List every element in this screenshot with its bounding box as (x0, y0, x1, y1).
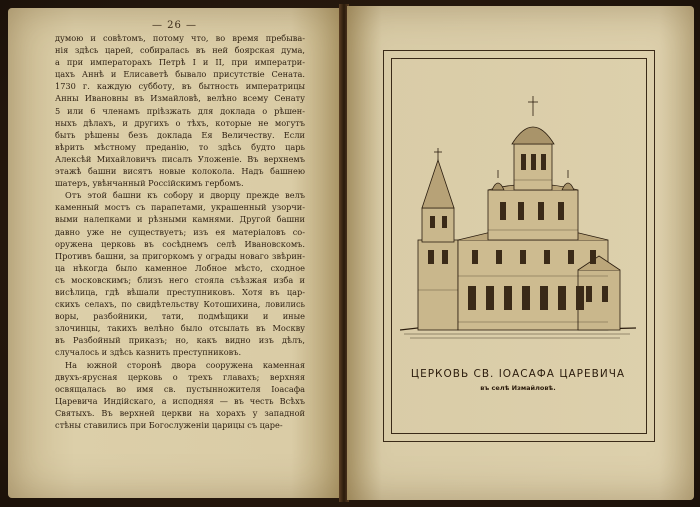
text-line: ныхъ дѣлахъ, и другихъ о тѣхъ, которые не могутъ (55, 117, 305, 128)
text-line: Отъ этой башни къ собору и дворцу прежде велъ (65, 190, 305, 201)
text-line: думою и совѣтомъ, потому что, во время пребыва- (55, 33, 305, 43)
page-number: — 26 — (151, 20, 198, 31)
text-line: каменный мостъ съ парапетами, украшенный узорчи- (55, 202, 305, 213)
text-line: оружена церковь въ сосѣднемъ селѣ Ивановскомъ. (55, 238, 305, 249)
body-text (55, 32, 305, 431)
text-line: Алексѣй Михайловичъ писалъ Уложеніе. Въ верхнемъ (55, 153, 305, 164)
text-line: быть рѣшены безъ доклада Ея Величеству. Если (55, 129, 305, 140)
text-line: злочинцы, такихъ велѣно было отсылать въ Москву (55, 323, 305, 334)
text-line: Противъ башни, за пригоркомъ у ограды новаго звѣрин- (55, 250, 305, 261)
text-line: вѣрить мѣстному преданію, то здѣсь будто царь (55, 141, 305, 152)
text-line: ца нѣкогда было каменное Лобное мѣсто, сходное (55, 262, 305, 273)
text-line: а при императорахъ Петрѣ I и II, при императри- (55, 57, 305, 68)
text-line: давно уже не существуетъ; изъ ея матеріаловъ со- (55, 226, 305, 237)
text-line: Анны Ивановны въ Измайловѣ, велѣно всему Сенату (55, 93, 305, 104)
text-line: висѣлица, гдѣ вѣшали преступниковъ. Хотя въ цар- (55, 286, 305, 297)
text-line: съ московскимъ; близъ него стояла съѣзжая изба и (55, 274, 305, 285)
church-engraving (400, 90, 636, 350)
text-line: скихъ селахъ, по свидѣтельству Котошихина, ловились (55, 299, 305, 310)
text-line: 1730 г. каждую субботу, въ бытность императрицы (55, 81, 305, 92)
text-line: двухъ-ярусная церковь о трехъ главахъ; верхняя (55, 371, 305, 382)
illustration-subcaption: въ селѣ Измайловѣ. (480, 384, 556, 392)
text-line: воры, разбойники, тати, подмѣщики и иные (55, 311, 305, 322)
text-line: стѣны ставились при Богослуженіи царицы съ царе- (55, 420, 283, 430)
text-line: Святыхъ. Въ верхней церкви на хорахъ у западной (55, 407, 305, 418)
illustration-caption: ЦЕРКОВЬ СВ. ІОАСАФА ЦАРЕВИЧА (410, 368, 626, 380)
text-line: шатеръ, увѣнчанный Россійскимъ гербомъ. (55, 178, 244, 189)
text-line: нія здѣсь царей, собиралась въ ней боярская дума, (55, 45, 305, 56)
text-line: 5 или 6 членамъ пріѣзжать для доклада о рѣшен- (55, 105, 305, 116)
text-line: въ Разбойный приказъ; но, какъ видно изъ дѣлъ, (55, 335, 305, 346)
text-line: Царевича Индійскаго, а исподняя — въ честь Всѣхъ (55, 395, 305, 406)
text-line: выми налепками и рѣзными камнями. Другой башни (55, 214, 305, 225)
text-line: этажѣ башни висятъ новые колокола. Надъ башнею (55, 166, 305, 177)
text-line: цахъ Аннѣ и Елисаветѣ бывало присутствіе Сената. (55, 69, 305, 80)
text-line: На южной сторонѣ двора сооружена каменная (65, 359, 305, 370)
text-line: освящалась во имя св. пустынножителя Іоасафа (55, 383, 305, 394)
text-line: случалось и здѣсь казнить преступниковъ. (55, 347, 242, 358)
